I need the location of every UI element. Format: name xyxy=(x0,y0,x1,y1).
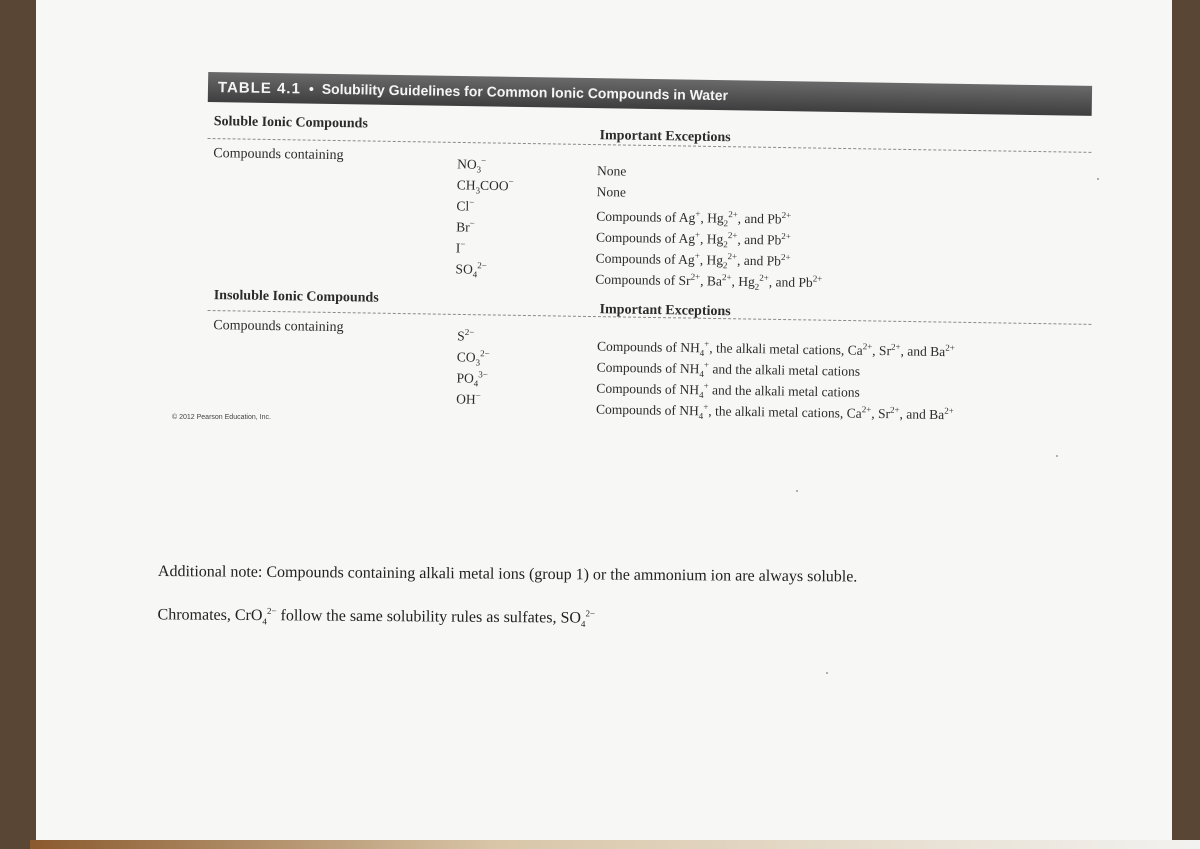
additional-notes xyxy=(157,563,857,652)
scanned-page xyxy=(36,0,1172,840)
ion-cell: Br− xyxy=(456,218,475,235)
ion-cell: OH− xyxy=(456,390,481,407)
exception-cell: Compounds of $NH_4^+$ and the alkali metal cations xyxy=(596,380,860,400)
speck xyxy=(1056,455,1058,457)
soluble-exception-list xyxy=(595,160,824,290)
ion-cell: $CO_3^{2-}$ xyxy=(456,348,490,368)
soluble-containing-label: Compounds containing xyxy=(213,146,344,164)
insoluble-heading: Insoluble Ionic Compounds xyxy=(213,288,379,306)
ion-cell: Cl− xyxy=(456,197,475,214)
speck xyxy=(826,672,828,674)
exception-cell: Compounds of $NH_4^+$, the alkali metal cations, $Ca^{2+}$, $Sr^{2+}$, and $Ba^{2+}$ xyxy=(596,338,955,360)
insoluble-section xyxy=(206,282,1092,422)
speck xyxy=(1097,178,1099,180)
soluble-heading: Soluble Ionic Compounds xyxy=(213,114,368,132)
exception-cell: None xyxy=(596,184,627,200)
insoluble-exceptions-heading: Important Exceptions xyxy=(599,302,731,320)
ion-cell: $PO_4^{3-}$ xyxy=(456,369,489,389)
exception-cell: Compounds of Ag+, $Hg_2^{2+}$, and $Pb^{2+}$ xyxy=(595,229,792,250)
exception-cell: Compounds of $NH_4^+$, the alkali metal cations, $Ca^{2+}$, $Sr^{2+}$, and $Ba^{2+}$ xyxy=(595,401,954,423)
ion-cell: I− xyxy=(455,238,466,256)
title-separator: • xyxy=(308,80,314,97)
exception-cell: Compounds of $NH_4^+$ and the alkali metal cations xyxy=(596,359,861,379)
insoluble-containing-label: Compounds containing xyxy=(213,318,344,336)
exception-cell: Compounds of Ag+, $Hg_2^{2+}$, and $Pb^{2+}$ xyxy=(596,208,792,229)
ion-cell: $S^{2-}$ xyxy=(457,327,475,344)
exception-cell: Compounds of $Sr^{2+}$, $Ba^{2+}$, $Hg_2^{2+}$, and $Pb^{2+}$ xyxy=(595,271,823,292)
speck xyxy=(796,490,798,492)
ion-cell: $SO_4^{2-}$ xyxy=(455,260,487,280)
exception-cell: Compounds of Ag+, $Hg_2^{2+}$, and $Pb^{2+}$ xyxy=(595,250,791,271)
soluble-ion-list xyxy=(455,150,514,280)
page-edge xyxy=(30,840,1200,849)
exception-cell: None xyxy=(596,163,627,179)
ion-cell: $NO_3^-$ xyxy=(457,155,487,175)
insoluble-exception-list xyxy=(596,332,955,422)
table-number: TABLE 4.1 xyxy=(217,78,302,97)
copyright-text: © 2012 Pearson Education, Inc. xyxy=(172,414,271,421)
soluble-exceptions-heading: Important Exceptions xyxy=(599,128,731,146)
ion-cell: $CH_3COO^-$ xyxy=(456,176,514,196)
soluble-section xyxy=(205,108,1091,292)
insoluble-ion-list xyxy=(456,322,490,407)
note-line-1: Additional note: Compounds containing alkali metal ions (group 1) or the ammonium ion are always soluble. xyxy=(157,563,858,586)
note-line-2: Chromates, CrO$_4^{2-}$ follow the same solubility rules as sulfates, $SO_4^{2-}$ xyxy=(157,605,596,629)
table-title: Solubility Guidelines for Common Ionic Compounds in Water xyxy=(321,80,729,104)
